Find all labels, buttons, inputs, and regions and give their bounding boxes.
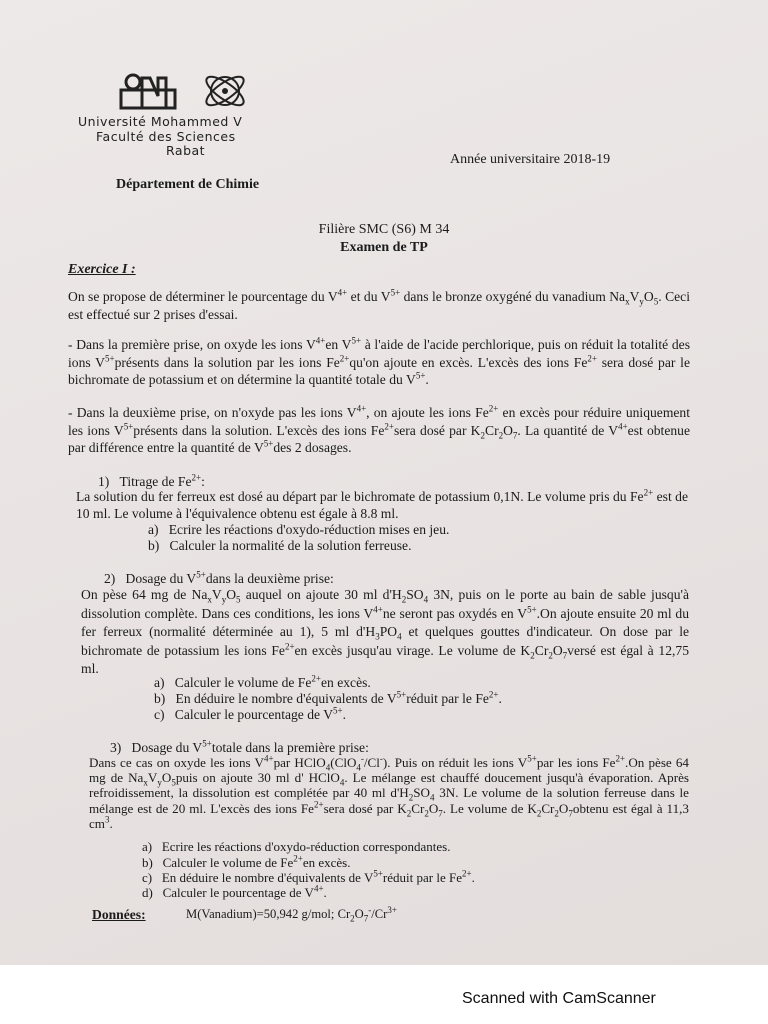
part3-question-c: c) En déduire le nombre d'équivalents de $V^{5+}réduit$ par le $Fe^{2+}$.	[142, 868, 475, 885]
part3-question-b: b) Calculer le volume de $Fe^{2+}en$ excès.	[142, 853, 351, 870]
part1-question-a: a) Ecrire les réactions d'oxydo-réduction mises en jeu.	[148, 522, 450, 537]
second-sample-paragraph: - Dans la deuxième prise, on n'oxyde pas les ions $V^{4+}$, on ajoute les ions $Fe^{2+}$ en excès pour réduire uniquement les ions $V^{5+}présents$ dans la solution. L'excès des ions $Fe^{2+}sera$ dosé par $K_2Cr_2O_7$. La quantité de $V^{4+}est$ obtenue par différence entre la quantité de $V^{5+}des$ 2 dosages.	[68, 403, 691, 455]
university-logo	[78, 70, 318, 165]
part2-question-b: b) En déduire le nombre d'équivalents de $V^{5+}réduit$ par le $Fe^{2+}$.	[154, 689, 502, 706]
exam-title: Examen de TP	[340, 240, 428, 255]
program-title: Filière SMC (S6) M 34	[318, 222, 450, 237]
city-name: Rabat	[166, 143, 206, 158]
faculty-atom-icon	[200, 70, 250, 112]
faculty-name: Faculté des Sciences	[96, 129, 236, 144]
part2-text: On pèse 64 mg de $Na_xV_yO_5$ auquel on ajoute 30 ml $d'H_2SO_4$ 3N, puis on le porte au bain de sable jusqu'à dissolution complète. Dans ces conditions, les ions $V^{4+}ne$ seront pas oxydés en $V^{5+}.On$ ajoute ensuite 20 ml du fer ferreux (normalité déterminée au 1), 5 ml $d'H_3PO_4$ et quelques gouttes d'indicateur. On dose par le bichromate de potassium les ions $Fe^{2+}en$ excès jusqu'au virage. Le volume de $K_2Cr_2O_7versé$ est égal à 12,75 ml.	[81, 587, 690, 677]
part3-text: Dans ce cas on oxyde les ions $V^{4+}par$ HClO$_4$(ClO$_4$-/Cl-). Puis on réduit les ions $V^{5+}par$ les ions $Fe^{2+}.On$ pèse 64 mg de $Na_xV_yO_5puis$ on ajoute 30 ml d' HClO$_4$. Le mélange est chauffé doucement jusqu'à évaporation. Après refroidissement, la dissolution est complétée par 40 ml $d'H_2SO_4$ 3N. Le volume de la solution ferreuse dans le mélange est de 20 ml. L'excès des ions $Fe^{2+}sera$ dosé par $K_2Cr_2O_7$. Le volume de $K_2Cr_2O_7obtenu$ est égal à 11,3 $cm^3$.	[89, 753, 689, 831]
data-values: M(Vanadium)=50,942 g/mol; $Cr_2O_7^-/Cr^{3+}$	[186, 904, 397, 924]
academic-year: Année universitaire 2018-19	[450, 152, 611, 167]
university-emblem-icon	[118, 70, 178, 112]
part1-heading: 1) Titrage de $Fe^{2+}$:	[98, 472, 205, 489]
part2-question-a: a) Calculer le volume de $Fe^{2+}en$ excès.	[154, 673, 371, 690]
exercise-title: Exercice I :	[68, 262, 136, 277]
part1-question-b: b) Calculer la normalité de la solution ferreuse.	[148, 538, 412, 553]
data-label: Données:	[92, 907, 146, 922]
intro-paragraph: On se propose de déterminer le pourcentage du $V^{4+}$ et du $V^{5+}$ dans le bronze oxygéné du vanadium $Na_xV_yO_5$. Ceci est effectué sur 2 prises d'essai.	[68, 287, 690, 322]
part2-heading: 2) Dosage du $V^{5+}dans$ la deuxième prise:	[104, 569, 334, 586]
part1-text: La solution du fer ferreux est dosé au départ par le bichromate de potassium 0,1N. Le volume pris du $Fe^{2+}$ est de 10 ml. Le volume à l'équivalence obtenu est égale à 8.8 ml.	[76, 487, 689, 521]
university-name: Université Mohammed V	[78, 114, 243, 129]
first-sample-paragraph: - Dans la première prise, on oxyde les ions $V^{4+}en$ $V^{5+}$ à l'aide de l'acide perchlorique, puis on réduit la totalité des ions $V^{5+}présents$ dans la solution par les ions $Fe^{2+}qu'on$ ajoute en excès. L'excès des ions $Fe^{2+}$ sera dosé par le bichromate de potassium et on détermine la quantité totale du $V^{5+}$.	[68, 335, 690, 387]
department-title: Département de Chimie	[116, 177, 260, 192]
part3-heading: 3) Dosage du $V^{5+}totale$ dans la première prise:	[110, 738, 369, 755]
part3-question-d: d) Calculer le pourcentage de $V^{4+}$.	[142, 883, 327, 900]
part3-question-a: a) Ecrire les réactions d'oxydo-réduction correspondantes.	[142, 839, 451, 854]
part2-question-c: c) Calculer le pourcentage de $V^{5+}$.	[154, 705, 347, 722]
scanner-watermark: Scanned with CamScanner	[462, 990, 656, 1007]
